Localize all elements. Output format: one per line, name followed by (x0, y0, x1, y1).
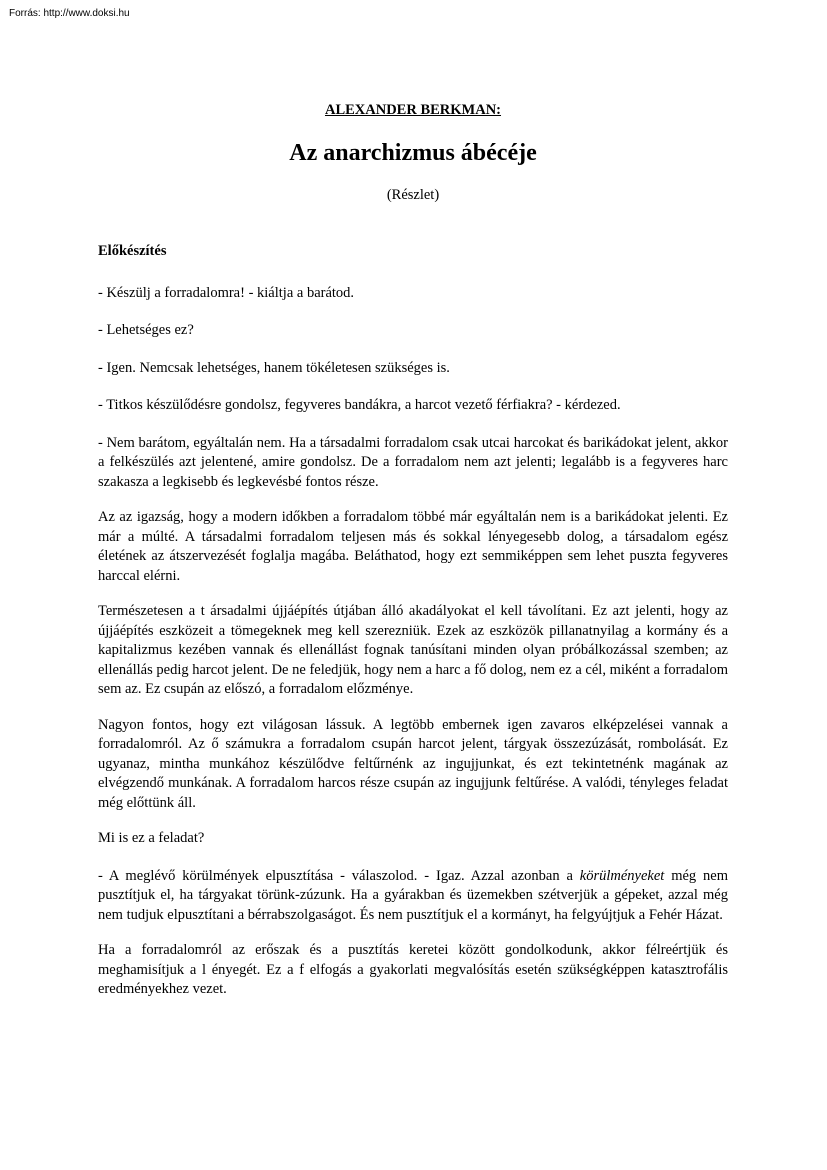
paragraph: - Készülj a forradalomra! - kiáltja a barátod. (98, 284, 355, 301)
paragraph: Természetesen a t ársadalmi újjáépítés útjában álló akadályokat el kell távolítani. Ez azt jelenti, hogy az újjáépítés eszközeit a tömegeknek meg kell szerezniük. Ezek az eszközök pillanatnyilag a kormány és a kapitalizmus kezében vannak és ellenállást fognak tanúsítani minden olyan próbálkozással szemben; az ellenállás pedig harcot jelent. De ne feledjük, hogy nem a harc a fő dolog, nem ez a cél, miként a forradalom sem az. Ez csupán az előszó, a forradalom előzménye. (98, 603, 728, 697)
document-body (98, 242, 728, 1016)
document-title: Az anarchizmus ábécéje (289, 140, 537, 166)
paragraph: - Lehetséges ez? (98, 322, 194, 338)
emphasized-word: körülményeket (579, 867, 665, 884)
paragraph-with-emphasis (98, 867, 728, 926)
document-subtitle: (Részlet) (386, 187, 440, 203)
source-label: Forrás: http://www.doksi.hu (9, 8, 130, 19)
paragraph: - Titkos készülődésre gondolsz, fegyveres bandákra, a harcot vezető férfiakra? - kérdezed. (98, 397, 621, 413)
paragraph: - Igen. Nemcsak lehetséges, hanem tökéletesen szükséges is. (98, 359, 450, 376)
paragraph: Mi is ez a feladat? (98, 830, 205, 846)
paragraph: Az az igazság, hogy a modern időkben a forradalom többé már egyáltalán nem is a barikádokat jelenti. Ez már a múlté. A társadalmi forradalom teljesen más és sokkal lényegesebb dolog, a társadalom egész életének az átszervezését foglalja magába. Beláthatod, hogy ezt semmiképpen sem lehet puszta fegyveres harccal elérni. (98, 509, 728, 584)
paragraph-text-before: - A meglévő körülmények elpusztítása - válaszolod. - Igaz. Azzal azonban a (98, 867, 580, 884)
paragraph: Nagyon fontos, hogy ezt világosan lássuk. A legtöbb embernek igen zavaros elképzelései vannak a forradalomról. Az ő számukra a forradalom csupán harcot jelent, tárgyak összezúzását, rombolását. Ez ugyanaz, mintha munkához készülődve feltűrnénk az ingujjunkat, és ezt tekintetnénk magának az elvégzendő munkának. A forradalom harcos része csupán az ingujjunk feltűrése. A valódi, tényleges feladat még előttünk áll. (98, 716, 728, 811)
section-heading: Előkészítés (98, 243, 167, 259)
paragraph: - Nem barátom, egyáltalán nem. Ha a társadalmi forradalom csak utcai harcokat és barikádokat jelent, akkor a felkészülés azt jelentené, amire gondolsz. De a forradalom nem azt jelenti; legalább is a fegyveres harc szakasza a legkisebb és legkevésbé fontos része. (98, 434, 728, 490)
paragraph-text-after: még nem pusztítjuk el, ha tárgyakat törünk-zúzunk. Ha a gyárakban és üzemekben szétverjük a gépeket, azzal még nem tudjuk elpusztítani a bérrabszolgaságot. És nem pusztítjuk el a kormányt, ha felgyújtjuk a Fehér Házat. (98, 867, 728, 923)
author-heading: ALEXANDER BERKMAN: (324, 102, 502, 118)
paragraph: Ha a forradalomról az erőszak és a pusztítás keretei között gondolkodunk, akkor félreértjük és meghamisítjuk a l ényegét. Ez a f elfogás a gyakorlati megvalósítás esetén szükségképpen katasztrofális eredményekhez vezet. (98, 942, 728, 997)
